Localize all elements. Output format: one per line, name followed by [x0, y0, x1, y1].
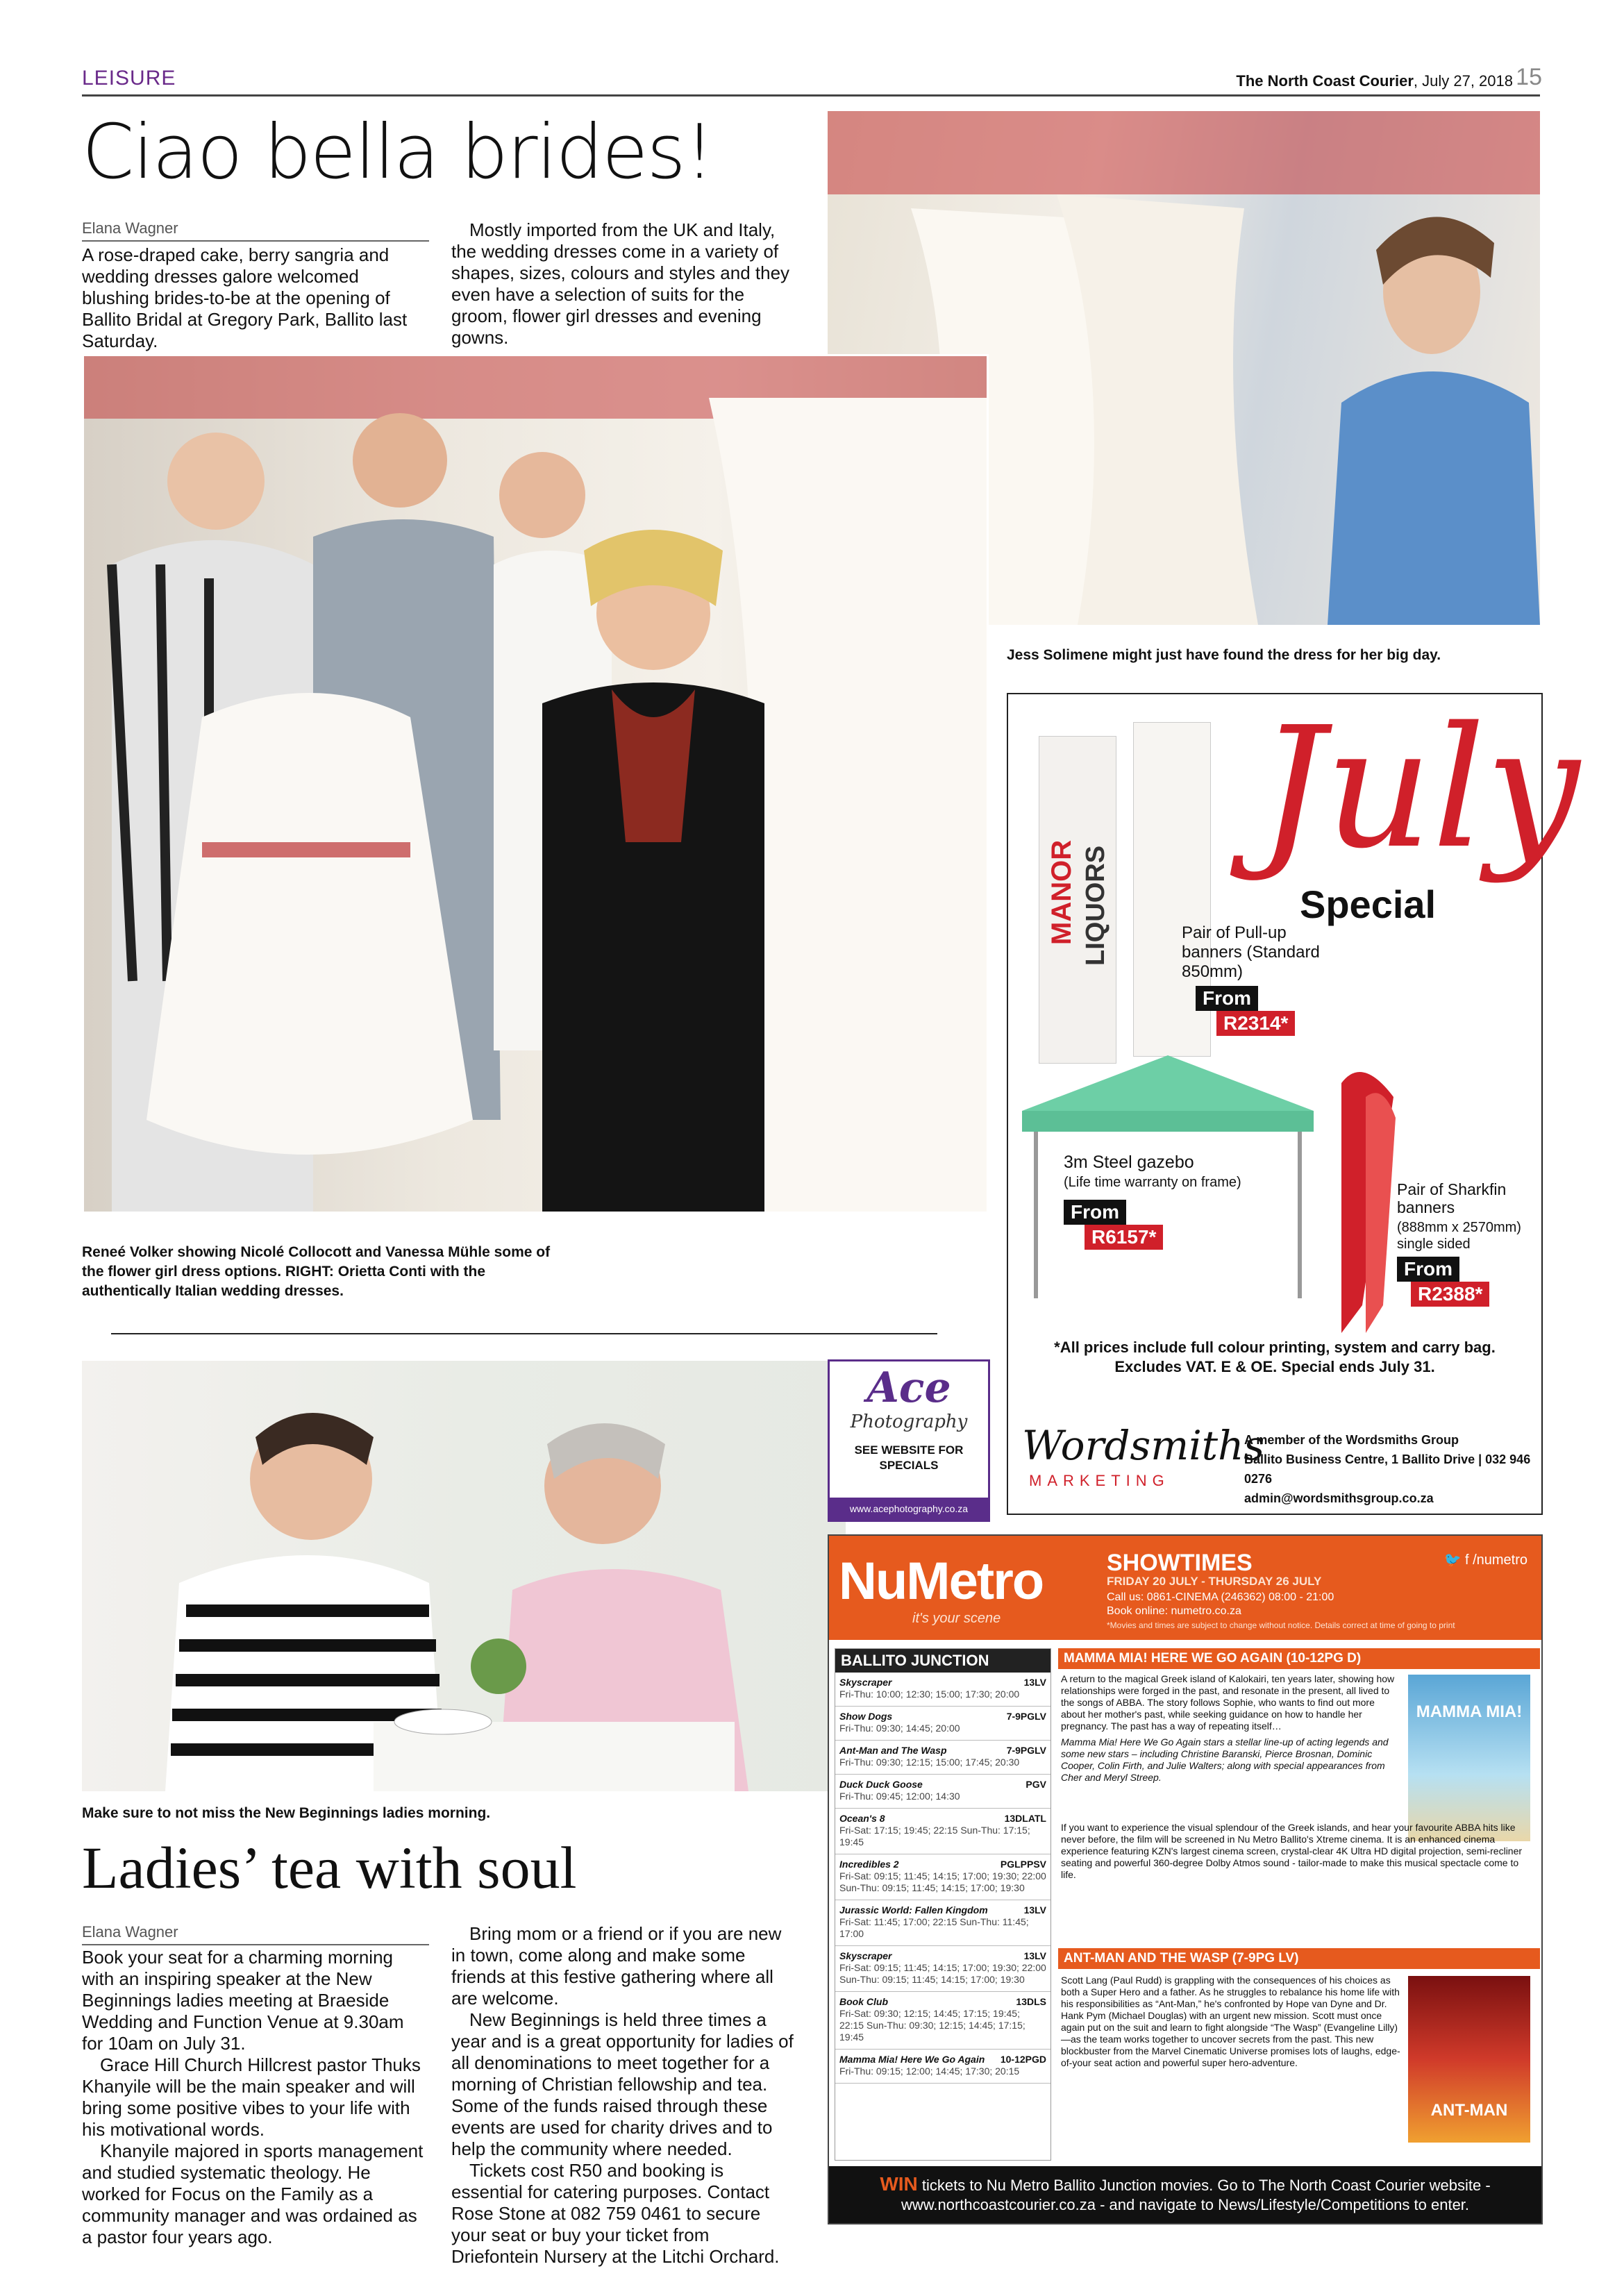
showtimes-list [835, 1648, 1051, 2161]
gazebo-from: From [1064, 1200, 1126, 1225]
movie-title: Mamma Mia! Here We Go Again [839, 2054, 985, 2065]
gazebo-label: 3m Steel gazebo [1064, 1153, 1194, 1172]
sharkfin-price-block [1397, 1257, 1489, 1307]
photo-ladies-tea [82, 1361, 846, 1791]
movie-title: Book Club [839, 1996, 888, 2007]
movie-list-item [835, 1707, 1050, 1741]
masthead: The North Coast Courier, July 27, 2018 [1236, 72, 1513, 90]
article2-col2-p1: Bring mom or a friend or if you are new in town, come along and make some friends at this festive gathering where all are welcome. [451, 1923, 782, 2009]
pullup-label: Pair of Pull-up banners (Standard 850mm) [1182, 923, 1320, 981]
numetro-book[interactable]: Book online: numetro.co.za [1107, 1605, 1241, 1617]
july-script: July [1258, 691, 1580, 885]
movie-rating: 13DLS [1016, 1996, 1046, 2007]
sharkfin-from: From [1397, 1257, 1459, 1282]
wordsmiths-ad[interactable] [1007, 691, 1580, 1515]
movie-list-item [835, 1992, 1050, 2050]
movie-list-item [835, 2050, 1050, 2084]
movie-times: Fri-Sat: 11:45; 17:00; 22:15 Sun-Thu: 11:45; 17:00 [839, 1916, 1029, 1939]
movie-list-item [835, 1900, 1050, 1946]
wordsmiths-logo: Wordsmiths [1022, 1422, 1265, 1469]
article2-col2-p3: Tickets cost R50 and booking is essential for catering purposes. Contact Rose Stone at 082 759 0461 to secure your seat or buy your ticket from Driefontein Nursery at the Litchi Orchard. [451, 2160, 780, 2267]
movie-rating: 13LV [1023, 1904, 1046, 1916]
caption-tea: Make sure to not miss the New Beginnings ladies morning. [82, 1805, 491, 1821]
issue-date: July 27, 2018 [1422, 72, 1513, 90]
feature1-p2: Mamma Mia! Here We Go Again stars a stellar line-up of acting legends and some new stars – including Christine Baranski, Pierce Brosnan, Dominic Cooper, Colin Firth, and Julie Walters; along with special appearances from Cher and Meryl Streep. [1061, 1736, 1389, 1783]
movie-rating: 10-12PGD [1000, 2054, 1046, 2065]
feature1-p3: If you want to experience the visual splendour of the Greek islands, and hear your favourite ABBA hits like never before, the film will be screened in Nu Metro Ballito's Xtreme cinema. It is an enhanced cinema experience featuring KZN's largest cinema screen, crystal-clear 4K Ultra HD digital projection, semi-recliner seating and powerful 360-degree Dolby Atmos sound - tailor-made to make this musical spectacle come to life. [1061, 1822, 1523, 1880]
sharkfin-price: R2388* [1411, 1282, 1489, 1307]
numetro-ad[interactable] [828, 1534, 1543, 2224]
contact-line-1: A member of the Wordsmiths Group [1244, 1433, 1459, 1447]
article2-headline: Ladies’ tea with soul [82, 1834, 577, 1901]
footnote-2: Excludes VAT. E & OE. Special ends July 31. [1114, 1358, 1435, 1375]
numetro-tagline: it's your scene [912, 1611, 1001, 1626]
movie-list-item [835, 1854, 1050, 1900]
feature1-title: MAMMA MIA! HERE WE GO AGAIN (10-12PG D) [1058, 1648, 1540, 1669]
poster-ant-man [1408, 1976, 1530, 2143]
article2-col2-p2: New Beginnings is held three times a year and is a great opportunity for ladies of all denominations to meet together for a morning of Christian fellowship and tea. Some of the funds raised through these events are used for charity drives and to help the community where needed. [451, 2009, 794, 2159]
poster1-title: MAMMA MIA! [1416, 1702, 1523, 1721]
header-rule [82, 94, 1540, 97]
sharkfin-label: Pair of Sharkfin banners [1397, 1180, 1507, 1216]
gazebo-price-block [1064, 1200, 1163, 1250]
movie-title: Ant-Man and The Wasp [839, 1745, 947, 1756]
page-number: 15 [1516, 64, 1542, 90]
numetro-logo: NuMetro [839, 1552, 1044, 1611]
gazebo-price: R6157* [1085, 1225, 1163, 1250]
banner-brand-1: MANOR [1046, 839, 1077, 945]
article2-byline: Elana Wagner [82, 1923, 429, 1945]
movie-times: Fri-Thu: 09:15; 12:00; 14:45; 17:30; 20:15 [839, 2065, 1020, 2077]
movie-rating: 13DLATL [1004, 1813, 1046, 1824]
movie-times: Fri-Thu: 09:30; 14:45; 20:00 [839, 1723, 960, 1734]
movie-times: Fri-Thu: 09:45; 12:00; 14:30 [839, 1791, 960, 1802]
win-bar[interactable] [829, 2166, 1541, 2223]
movie-times: Fri-Thu: 09:30; 12:15; 15:00; 17:45; 20:30 [839, 1757, 1020, 1768]
article2-col1 [82, 1947, 429, 2248]
photo-bridal-group [82, 354, 989, 1214]
movie-title: Duck Duck Goose [839, 1779, 923, 1790]
banner-brand-2: LIQUORS [1081, 845, 1110, 966]
movie-title: Skyscraper [839, 1950, 892, 1961]
sharkfin-illustration [1334, 1055, 1397, 1340]
footnote-1: *All prices include full colour printing, system and carry bag. [1054, 1339, 1496, 1356]
caption-group: Reneé Volker showing Nicolé Collocott and Vanessa Mühle some of the flower girl dress options. RIGHT: Orietta Conti with the authentically Italian wedding dresses. [82, 1244, 551, 1299]
poster2-title: ANT-MAN [1430, 2101, 1508, 2120]
article2-col2 [451, 1923, 798, 2268]
movie-times: Fri-Sat: 09:15; 11:45; 14:15; 17:00; 19:30; 22:00 Sun-Thu: 09:15; 11:45; 14:15; 17:00; 19:30 [839, 1870, 1046, 1893]
contact-line-2: Ballito Business Centre, 1 Ballito Drive | 032 946 0276 [1244, 1452, 1531, 1486]
ace-photography-ad[interactable] [828, 1359, 990, 1522]
movie-title: Incredibles 2 [839, 1859, 899, 1870]
gazebo-sub: (Life time warranty on frame) [1064, 1175, 1241, 1190]
twitter-icon[interactable]: 🐦 [1443, 1552, 1462, 1568]
movie-list-item [835, 1946, 1050, 1992]
pullup-price: R2314* [1216, 1011, 1295, 1036]
caption-jess: Jess Solimene might just have found the dress for her big day. [1007, 647, 1441, 663]
movie-times: Fri-Sat: 09:15; 11:45; 14:15; 17:00; 19:30; 22:00 Sun-Thu: 09:15; 11:45; 14:15; 17:00; 19:30 [839, 1962, 1046, 1985]
feature1-p1: A return to the magical Greek island of Kalokairi, ten years later, showing how relationships were forged in the past, and resonate in the present, all lived to the songs of ABBA. The story follows Sophie, who wants to find out more about her mother's past, while seeking guidance on how to handle her pregnancy. The past has a way of repeating itself… [1061, 1673, 1395, 1732]
ace-cta-1: SEE WEBSITE FOR [854, 1443, 964, 1457]
social-handle: /numetro [1473, 1552, 1527, 1568]
movie-rating: 7-9PGLV [1006, 1745, 1046, 1756]
ace-url[interactable]: www.acephotography.co.za [830, 1498, 988, 1520]
movie-list-item [835, 1809, 1050, 1854]
win-text-2[interactable]: www.northcoastcourier.co.za - and navigate to News/Lifestyle/Competitions to enter. [901, 2196, 1470, 2213]
movie-title: Ocean's 8 [839, 1813, 885, 1824]
facebook-icon[interactable]: f [1464, 1552, 1469, 1568]
sharkfin-sub: (888mm x 2570mm) single sided [1397, 1220, 1521, 1252]
ace-logo-top: Ace [867, 1364, 951, 1412]
movie-list-item [835, 1673, 1050, 1707]
contact-email[interactable]: admin@wordsmithsgroup.co.za [1244, 1491, 1434, 1505]
feature2-p1: Scott Lang (Paul Rudd) is grappling with the consequences of his choices as both a Super Hero and a father. As he struggles to rebalance his home life with his responsibilities as “Ant-Man,” he's confronted by Hope van Dyne and Dr. Hank Pym (Michael Douglas) with an urgent new mission. Scott must once again put on the suit and learn to fight alongside “The Wasp” (Evangeline Lilly)—as the team works together to uncover secrets from the past. This new blockbuster from the Marvel Cinematic Universe promises lots of laughs, edge-of-your seat action and powerful super hero-adventure. [1061, 1975, 1400, 2068]
movie-title: Jurassic World: Fallen Kingdom [839, 1904, 988, 1916]
pullup-from: From [1196, 986, 1258, 1011]
article2-col1-p2: Grace Hill Church Hillcrest pastor Thuks Khanyile will be the main speaker and will bring some positive vibes to your life with his motivational words. [82, 2054, 421, 2140]
movie-times: Fri-Sat: 17:15; 19:45; 22:15 Sun-Thu: 17:15; 19:45 [839, 1825, 1030, 1847]
movie-times: Fri-Thu: 10:00; 12:30; 15:00; 17:30; 20:00 [839, 1689, 1020, 1700]
movie-rating: 7-9PGLV [1006, 1711, 1046, 1722]
movie-list [835, 1673, 1050, 2084]
movie-rating: 13LV [1023, 1950, 1046, 1961]
feature2-title: ANT-MAN AND THE WASP (7-9PG LV) [1058, 1948, 1540, 1969]
special-label: Special [1300, 882, 1437, 926]
article-divider [111, 1333, 937, 1334]
ace-cta-2: SPECIALS [879, 1459, 939, 1472]
movie-title: Show Dogs [839, 1711, 893, 1722]
wordsmiths-contact [1244, 1430, 1541, 1508]
movie-rating: PGV [1026, 1779, 1046, 1790]
movie-rating: 13LV [1023, 1677, 1046, 1688]
ace-logo-bottom: Photography [850, 1411, 968, 1432]
numetro-social[interactable] [1443, 1551, 1527, 1568]
movie-rating: PGLPPSV [1000, 1859, 1046, 1870]
numetro-call: Call us: 0861-CINEMA (246362) 08:00 - 21:00 [1107, 1591, 1334, 1603]
article1-headline: Ciao bella brides! [82, 109, 714, 196]
article1-byline: Elana Wagner [82, 219, 429, 242]
feature1-text [1061, 1673, 1401, 1784]
movie-times: Fri-Sat: 09:30; 12:15; 14:45; 17:15; 19:45; 22:15 Sun-Thu: 09:30; 12:15; 14:45; 17:15; 19:45 [839, 2008, 1026, 2043]
movie-title: Skyscraper [839, 1677, 892, 1688]
article2-col1-p3: Khanyile majored in sports management and studied systematic theology. He worked for Focus on the Family as a community manager and was ordained as a pastor four years ago. [82, 2140, 424, 2247]
poster-mamma-mia [1408, 1675, 1530, 1841]
article1-col1: A rose-draped cake, berry sangria and wedding dresses galore welcomed blushing brides-to-be at the opening of Ballito Bridal at Gregory Park, Ballito last Saturday. [82, 244, 408, 351]
showtimes-dates: FRIDAY 20 JULY - THURSDAY 26 JULY [1107, 1575, 1322, 1588]
venue-title: BALLITO JUNCTION [835, 1649, 1050, 1673]
win-word: WIN [880, 2173, 918, 2195]
movie-list-item [835, 1775, 1050, 1809]
movie-list-item [835, 1741, 1050, 1775]
pullup-banner-1 [1039, 736, 1116, 1064]
showtimes-title: SHOWTIMES [1107, 1550, 1253, 1576]
numetro-note: *Movies and times are subject to change without notice. Details correct at time of going to print [1107, 1620, 1455, 1630]
article2-col1-p1: Book your seat for a charming morning with an inspiring speaker at the New Beginnings ladies meeting at Braeside Wedding and Function Venue at 9.30am for 10am on July 31. [82, 1947, 404, 2054]
article1-col2: Mostly imported from the UK and Italy, the wedding dresses come in a variety of shapes, sizes, colours and styles and they even have a selection of suits for the groom, flower girl dresses and evening gowns. [451, 219, 790, 348]
win-text: tickets to Nu Metro Ballito Junction movies. Go to The North Coast Courier website - [921, 2177, 1491, 2194]
section-label: LEISURE [82, 67, 176, 90]
wordsmiths-logo-sub: MARKETING [1029, 1472, 1170, 1489]
publication-name: The North Coast Courier [1236, 72, 1414, 90]
